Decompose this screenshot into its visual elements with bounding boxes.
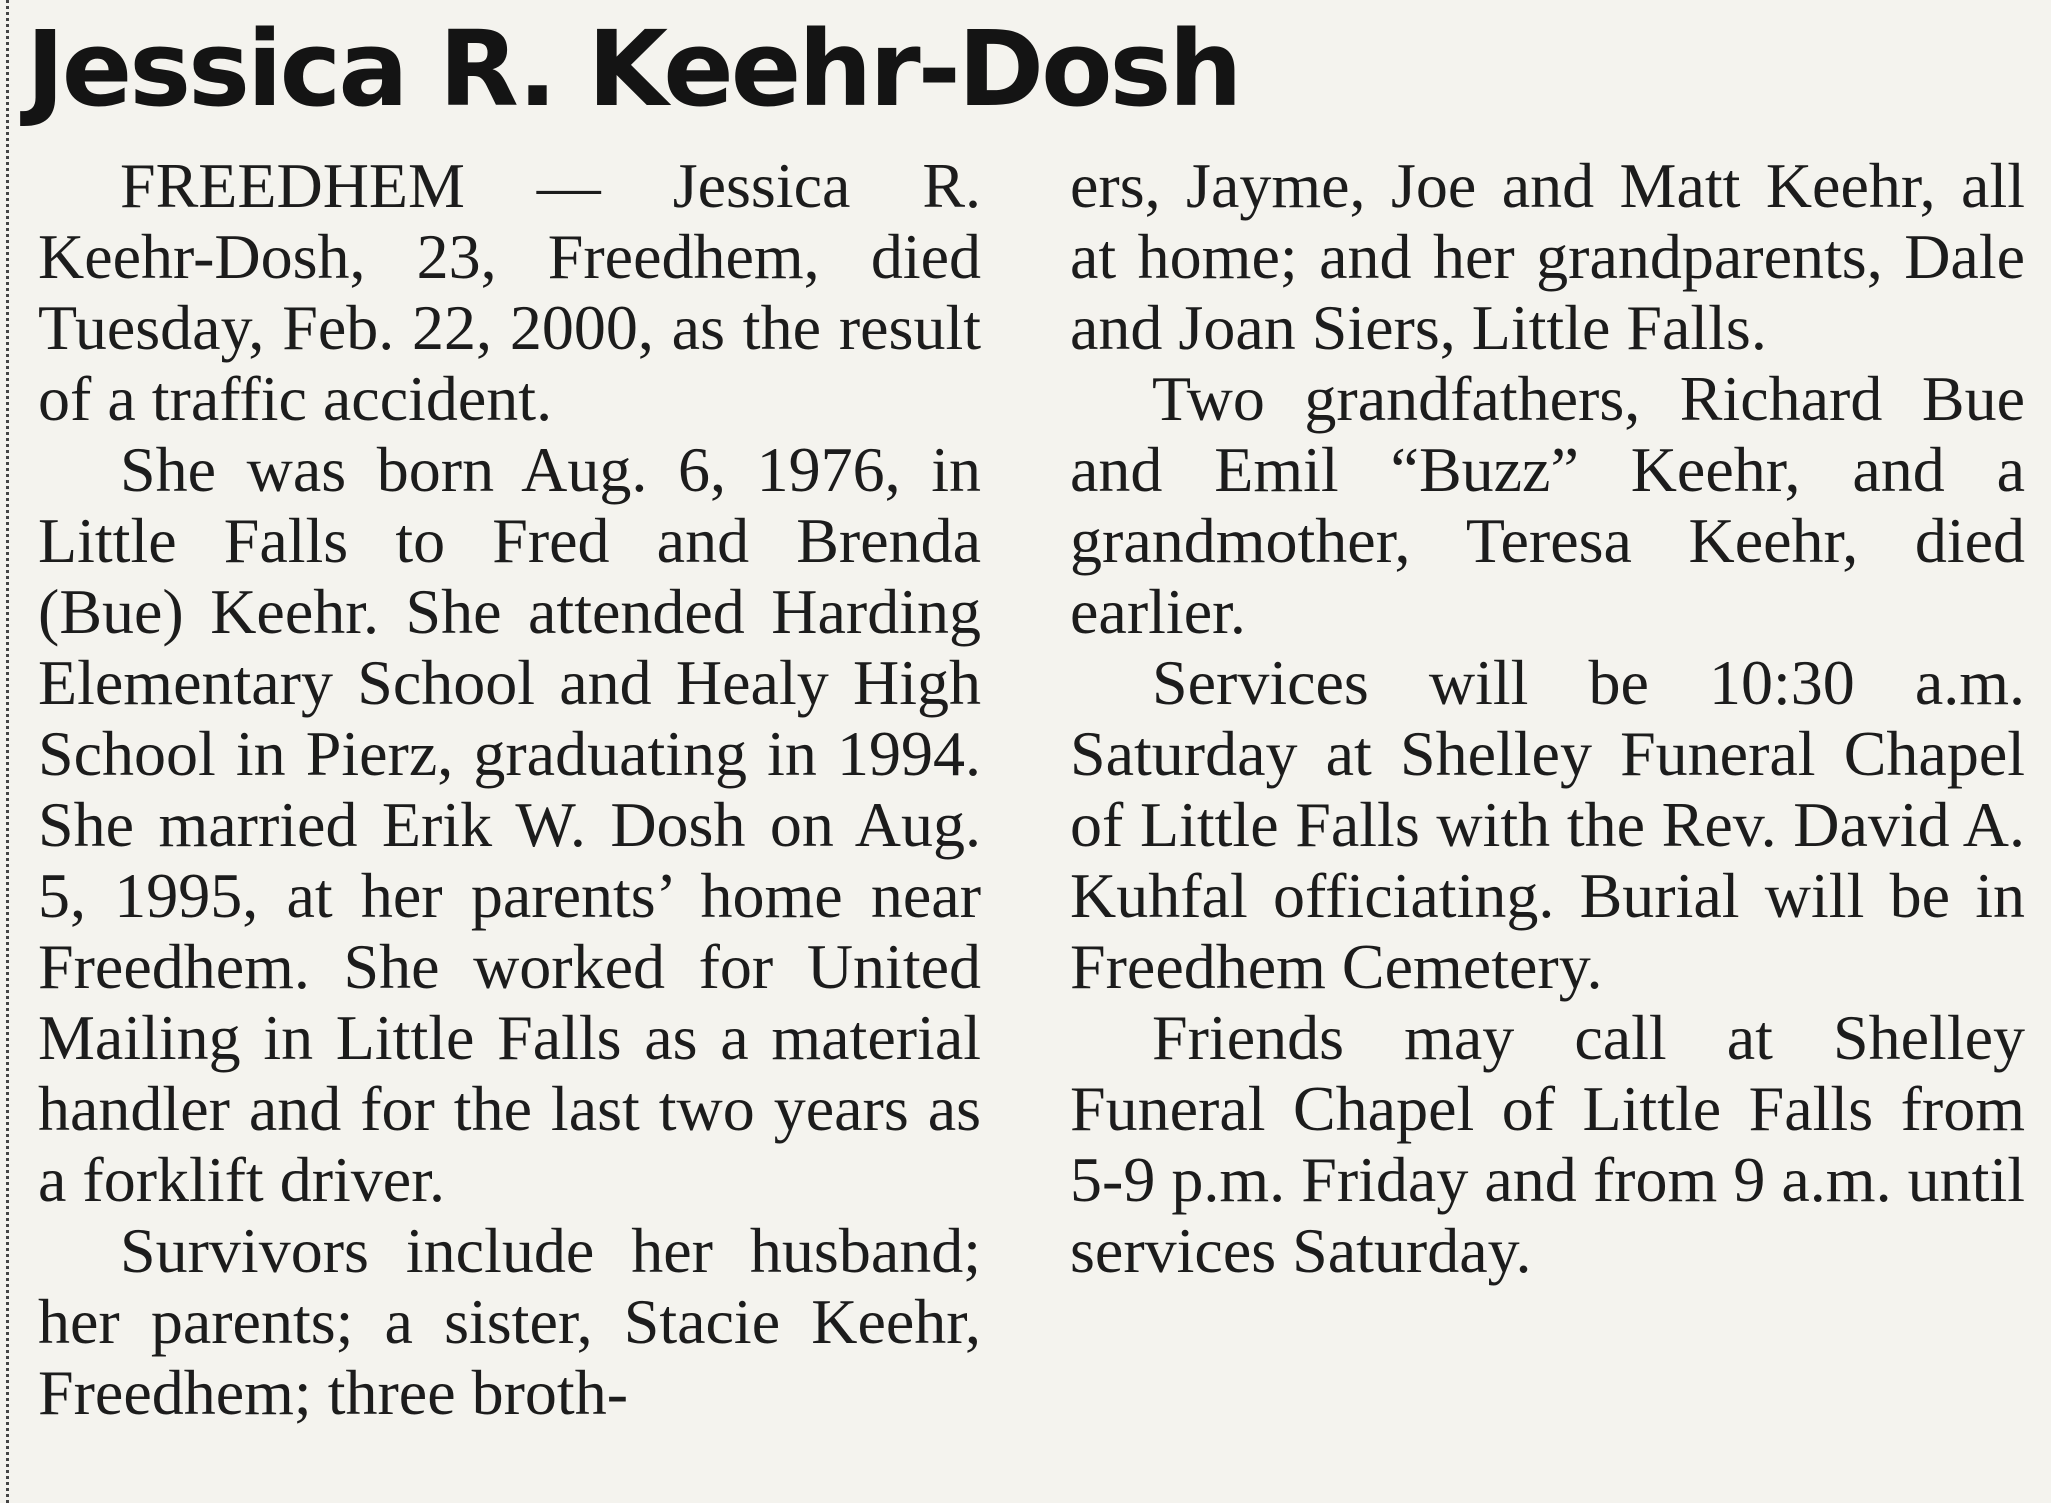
paragraph-survivors-continued: ers, Jayme, Joe and Matt Keehr, all at home; and her grandparents, Dale and Joan Siers, Little Falls.	[1070, 150, 2025, 363]
left-column	[38, 150, 981, 1428]
right-column	[1070, 150, 2025, 1286]
paragraph-biography: She was born Aug. 6, 1976, in Little Falls to Fred and Brenda (Bue) Keehr. She attended Harding Elementary School and Healy High School in Pierz, graduating in 1994. She married Erik W. Dosh on Aug. 5, 1995, at her parents’ home near Freedhem. She worked for United Mailing in Little Falls as a material handler and for the last two years as a forklift driver.	[38, 434, 981, 1215]
paragraph-death-notice: FREEDHEM — Jessica R. Keehr-Dosh, 23, Freedhem, died Tuesday, Feb. 22, 2000, as the result of a traffic accident.	[38, 150, 981, 434]
paragraph-survivors: Survivors include her husband; her parents; a sister, Stacie Keehr, Freedhem; three broth-	[38, 1215, 981, 1428]
obituary-headline: Jessica R. Keehr-Dosh	[26, 8, 1240, 130]
paragraph-services: Services will be 10:30 a.m. Saturday at Shelley Funeral Chapel of Little Falls with the Rev. David A. Kuhfal officiating. Burial will be in Freedhem Cemetery.	[1070, 647, 2025, 1002]
paragraph-visitation: Friends may call at Shelley Funeral Chapel of Little Falls from 5-9 p.m. Friday and from 9 a.m. until services Saturday.	[1070, 1002, 2025, 1286]
column-rule	[6, 0, 9, 1503]
paragraph-preceded-in-death: Two grandfathers, Richard Bue and Emil “Buzz” Keehr, and a grandmother, Teresa Keehr, died earlier.	[1070, 363, 2025, 647]
